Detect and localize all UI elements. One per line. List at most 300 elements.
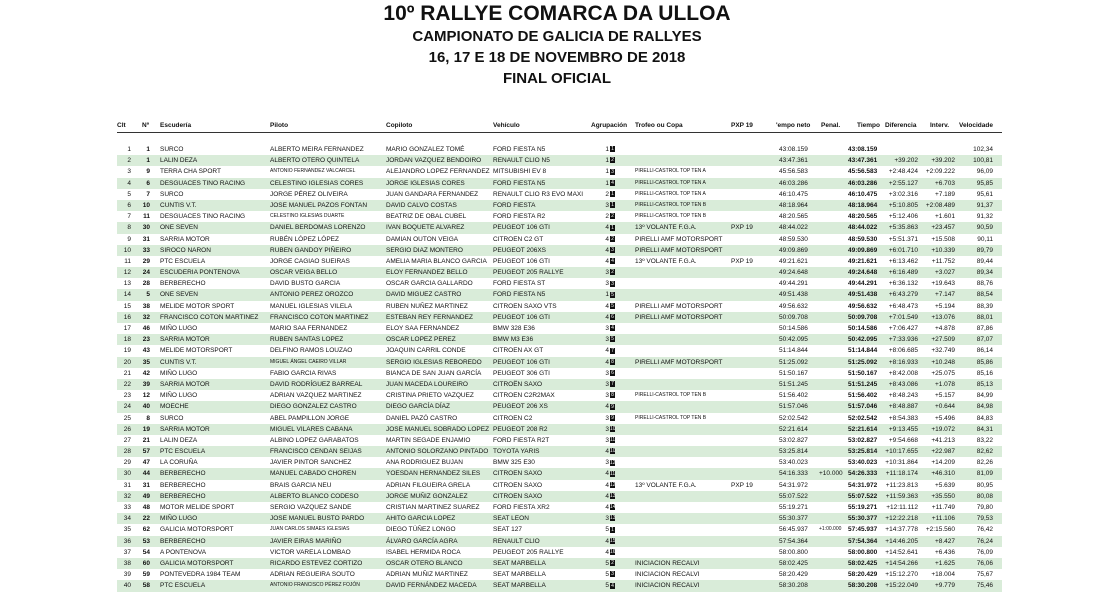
cell-clt: 3 [127,168,131,176]
cell-velocidad: 85,16 [976,369,993,377]
agrupacion-position: 2 [611,235,614,242]
cell-escuderia: SARRIA MOTOR [160,235,210,243]
cell-tiempo: 52:02.542 [848,414,878,422]
cell-no: 33 [142,246,150,254]
cell-vehiculo: RENAULT CLIO R3 EVO MAXI [493,190,584,198]
cell-vehiculo: FORD FIESTA N5 [493,179,546,187]
table-row [117,334,1002,345]
cell-piloto: CELESTINO IGLESIAS DUARTE [270,213,345,220]
cell-piloto: JAVIER PINTOR SANCHEZ [270,459,352,467]
cell-no: 35 [142,358,150,366]
cell-no: 1 [146,146,150,153]
cell-interv: +15.508 [931,235,955,243]
cell-vehiculo: CITROEN AX GT [493,347,544,355]
header-clt: Clt [117,122,126,129]
cell-velocidad: 95,85 [976,179,993,187]
cell-copiloto: SERGIO IGLESIAS REBOREDO [386,358,482,366]
table-row [117,390,1002,401]
cell-vehiculo: CITROEN SAXO VTS [493,302,557,310]
cell-interv: +11.106 [931,515,955,523]
cell-tiempo-neto: 51:51.245 [779,380,808,388]
cell-piloto: FABIO GARCIA RIVAS [270,369,337,377]
cell-escuderia: SURCO [160,190,184,198]
cell-diferencia: +9:13.455 [888,425,918,433]
cell-escuderia: BERBERECHO [160,470,206,478]
cell-tiempo-neto: 48:20.565 [779,213,808,221]
table-row [117,256,1002,267]
cell-copiloto: BIANCA DE SAN JUAN GARCÍA [386,369,482,377]
cell-agrupacion [603,289,623,300]
cell-velocidad: 87,07 [976,336,993,344]
cell-tiempo: 48:59.530 [848,235,878,243]
cell-agrupacion [603,547,623,558]
cell-agrupacion [603,178,623,189]
cell-tiempo-neto: 54:31.972 [779,481,808,489]
cell-agrupacion [603,368,623,379]
cell-agrupacion [603,301,623,312]
cell-tiempo: 50:14.586 [848,325,878,332]
cell-diferencia: +11:18.174 [885,470,918,478]
cell-diferencia: +8:16.933 [888,358,918,366]
cell-tiempo: 57:54.364 [848,537,878,545]
cell-interv: +2:08.489 [925,201,955,209]
agrupacion-group: 1 [605,157,609,165]
cell-clt: 12 [123,269,131,277]
cell-piloto: JOSE MANUEL PAZOS FONTAN [270,201,368,209]
cell-interv: +5.496 [934,414,955,422]
cell-escuderia: MIÑO LUGO [160,369,198,377]
cell-tiempo-neto: 54:16.333 [779,470,808,478]
cell-interv: +41.213 [931,436,955,444]
cell-no: 46 [142,325,150,332]
cell-copiloto: ELOY FERNANDEZ BELLO [386,269,468,277]
cell-diferencia: +3:02.316 [888,190,918,198]
cell-agrupacion [603,267,623,278]
cell-no: 10 [142,201,150,209]
cell-escuderia: DESGUACES TINO RACING [160,179,246,187]
cell-no: 58 [142,582,150,590]
cell-diferencia: +6:48.473 [888,302,918,310]
cell-interv: +9.779 [934,582,955,590]
cell-vehiculo: FORD FIESTA ST [493,280,546,288]
cell-interv: +2:09.222 [925,168,955,176]
cell-tiempo: 48:44.022 [848,224,878,232]
cell-escuderia: BERBERECHO [160,481,206,489]
cell-escuderia: PTC ESCUELA [160,582,206,590]
cell-escuderia: PONTEVEDRA 1984 TEAM [160,571,241,579]
cell-tiempo: 54:31.972 [848,481,878,489]
cell-agrupacion [603,468,623,479]
table-row [117,357,1002,368]
agrupacion-group: 5 [605,559,609,567]
agrupacion-position: 4 [611,258,614,265]
cell-piloto: DELFINO RAMOS LOUZAO [270,347,353,355]
cell-velocidad: 84,31 [976,425,993,433]
cell-piloto: ANTONIO PEREZ OROZCO [270,291,354,299]
cell-diferencia: +6:43.279 [888,291,918,299]
cell-no: 54 [142,548,150,556]
table-row [117,424,1002,435]
cell-escuderia: BERBERECHO [160,492,206,500]
agrupacion-group: 4 [605,257,609,265]
cell-velocidad: 80,95 [976,481,993,489]
cell-velocidad: 102,34 [973,146,993,153]
cell-piloto: ANTONIO FERNANDEZ VALCARCEL [270,168,356,175]
cell-interv: +23.457 [931,224,955,232]
cell-vehiculo: CITROEN C2 [493,414,533,422]
agrupacion-group: 2 [605,190,609,198]
agrupacion-group: 3 [605,436,609,444]
cell-clt: 31 [123,481,131,489]
cell-tiempo: 53:40.023 [848,459,878,467]
cell-penal: +10.000 [819,470,843,478]
cell-diferencia: +8:43.086 [888,380,918,388]
cell-tiempo: 58:20.429 [848,571,878,579]
agrupacion-position: 1 [611,224,614,231]
table-row [117,245,1002,256]
agrupacion-group: 3 [605,425,609,433]
cell-tiempo: 50:42.095 [848,336,878,344]
cell-no: 31 [142,235,150,243]
cell-copiloto: ISABEL HERMIDA ROCA [386,548,461,556]
cell-copiloto: DAVID CALVO COSTAS [386,201,457,209]
cell-tiempo: 49:51.438 [848,291,878,299]
cell-interv: +10.248 [931,358,955,366]
cell-vehiculo: PEUGEOT 106 GTI [493,313,550,321]
cell-copiloto: CRISTIAN MARTINEZ SUAREZ [386,504,480,511]
cell-no: 7 [146,190,150,198]
agrupacion-group: 4 [605,224,609,232]
table-row [117,234,1002,245]
cell-copiloto: ANTONIO SOLORZANO PINTADO [386,448,489,456]
agrupacion-position: 4 [611,582,614,589]
agrupacion-position: 12 [610,459,616,466]
cell-trofeo: PIRELLI-CASTROL TOP TEN B [635,392,707,399]
cell-velocidad: 88,76 [976,280,993,288]
cell-vehiculo: FORD FIESTA [493,201,536,209]
cell-vehiculo: SEAT MARBELLA [493,571,546,579]
cell-agrupacion [603,435,623,446]
table-row [117,278,1002,289]
cell-copiloto: AMELIA MARIA BLANCO GARCIA [386,257,487,265]
cell-copiloto: DIEGO TÚÑEZ LONGO [386,526,456,534]
cell-tiempo-neto: 50:14.586 [779,325,808,332]
agrupacion-position: 7 [611,347,614,354]
cell-tiempo: 51:56.402 [848,392,878,400]
agrupacion-position: 5 [611,336,614,343]
cell-vehiculo: PEUGEOT 106 GTI [493,358,550,366]
cell-tiempo-neto: 49:24.648 [779,269,808,277]
cell-agrupacion [603,513,623,524]
cell-copiloto: OSCAR GARCIA GALLARDO [386,280,473,288]
cell-no: 1 [146,157,150,165]
cell-diferencia: +5:12.406 [888,213,918,221]
cell-copiloto: JOSE MANUEL SOBRADO LOPEZ [386,425,490,433]
cell-escuderia: SURCO [160,146,184,153]
agrupacion-group: 4 [605,537,609,545]
cell-piloto: FRANCISCO COTON MARTINEZ [270,313,369,321]
cell-interv: +39.202 [931,157,955,165]
cell-pxp: PXP 19 [731,481,753,489]
cell-no: 28 [142,280,150,288]
cell-interv: +25.075 [931,369,955,377]
cell-escuderia: CUNTIS V.T. [160,358,197,366]
cell-interv: +11.749 [931,504,955,511]
agrupacion-group: 3 [605,515,609,523]
table-row [117,312,1002,323]
cell-clt: 28 [123,448,131,456]
cell-interv: +7.189 [934,190,955,198]
cell-vehiculo: TOYOTA YARIS [493,448,540,456]
cell-no: 19 [142,425,150,433]
cell-no: 30 [142,224,150,232]
cell-clt: 10 [123,246,131,254]
cell-agrupacion [603,536,623,547]
cell-diferencia: +8:48.243 [888,392,918,400]
cell-clt: 24 [123,403,131,411]
cell-interv: +13.076 [931,313,955,321]
header-diferencia: Diferencia [885,122,917,129]
cell-tiempo-neto: 50:42.095 [779,336,808,344]
cell-diferencia: +10:31.864 [885,459,918,467]
cell-vehiculo: FORD FIESTA R2 [493,213,546,221]
table-row [117,435,1002,446]
cell-no: 39 [142,380,150,388]
agrupacion-group: 1 [605,291,609,299]
cell-diferencia: +8:54.383 [888,414,918,422]
cell-piloto: ALBERTO BLANCO CODESO [270,492,359,500]
cell-interv: +32.749 [931,347,955,355]
cell-vehiculo: RENAULT CLIO N5 [493,157,550,165]
cell-velocidad: 82,62 [976,448,993,456]
table-row [117,211,1002,222]
cell-agrupacion [603,424,623,435]
agrupacion-group: 1 [605,146,609,153]
cell-diferencia: +12:22.218 [885,515,918,523]
cell-clt: 1 [127,146,131,153]
cell-interv: +1.078 [934,380,955,388]
cell-tiempo-neto: 52:21.614 [779,425,808,433]
cell-tiempo: 50:09.708 [848,313,878,321]
cell-escuderia: ESCUDERIA PONTENOVA [160,269,240,277]
cell-vehiculo: PEUGEOT 306 GTI [493,369,550,377]
table-row [117,480,1002,491]
cell-piloto: ABEL PAMPILLON JORGE [270,414,350,422]
cell-escuderia: CUNTIS V.T. [160,201,197,209]
cell-clt: 22 [123,380,131,388]
cell-clt: 35 [123,526,131,534]
cell-agrupacion [603,155,623,166]
cell-no: 31 [142,481,150,489]
cell-tiempo-neto: 48:18.964 [779,201,808,209]
cell-copiloto: DAVID MIGUEZ CASTRO [386,291,462,299]
agrupacion-position: 1 [611,526,614,533]
agrupacion-group: 3 [605,459,609,467]
cell-velocidad: 84,99 [976,392,993,400]
cell-tiempo: 55:07.522 [848,492,878,500]
cell-agrupacion [603,480,623,491]
cell-vehiculo: SEAT MARBELLA [493,559,546,567]
table-row [117,536,1002,547]
cell-agrupacion [603,413,623,424]
cell-clt: 33 [123,504,131,511]
rally-title: 10º RALLYE COMARCA DA ULLOA [383,2,731,25]
table-row [117,468,1002,479]
cell-tiempo-neto: 46:10.475 [779,190,808,198]
cell-vehiculo: FORD FIESTA R2T [493,436,550,444]
cell-clt: 20 [123,358,131,366]
cell-velocidad: 81,09 [976,470,993,478]
cell-tiempo-neto: 57:54.364 [779,537,808,545]
cell-agrupacion [603,524,623,535]
agrupacion-position: 1 [611,191,614,198]
cell-interv: +18.004 [931,571,955,579]
agrupacion-group: 2 [605,213,609,221]
header-interv: Interv. [930,122,950,129]
cell-clt: 16 [123,313,131,321]
cell-velocidad: 85,13 [976,380,993,388]
header-tiempo: Tiempo [857,122,880,129]
cell-no: 43 [142,347,150,355]
cell-tiempo-neto: 58:20.429 [779,571,808,579]
cell-copiloto: MARTIN SEGADE ENJAMIO [386,436,471,444]
cell-piloto: DIEGO GONZALEZ CASTRO [270,403,357,411]
header-tiempo-neto: 'empo neto [776,122,811,129]
header-no: Nº [142,122,150,129]
cell-copiloto: OSCAR LOPEZ PEREZ [386,336,456,344]
agrupacion-group: 3 [605,325,609,332]
cell-interv: +11.752 [931,257,955,265]
cell-vehiculo: CITROEN SAXO [493,492,543,500]
cell-copiloto: SERGIO DIAZ MONTERO [386,246,463,254]
cell-vehiculo: BMW 325 E30 [493,459,535,467]
cell-tiempo-neto: 58:02.425 [779,559,808,567]
agrupacion-position: 10 [610,448,616,455]
agrupacion-position: 8 [611,358,614,365]
header-trofeo: Trofeo ou Copa [635,122,683,129]
cell-velocidad: 89,79 [976,246,993,254]
cell-copiloto: DIEGO GARCÍA DÍAZ [386,403,450,411]
cell-no: 59 [142,571,150,579]
cell-tiempo-neto: 52:02.542 [779,414,808,422]
cell-velocidad: 91,37 [976,201,993,209]
cell-piloto: RUBÉN LÓPEZ LÓPEZ [270,235,339,243]
cell-velocidad: 100,81 [973,157,993,165]
cell-trofeo: PIRELLI AMF MOTORSPORT [635,246,723,254]
cell-agrupacion [603,457,623,468]
table-row [117,301,1002,312]
cell-tiempo-neto: 49:21.621 [779,257,808,265]
cell-interv: +22.987 [931,448,955,456]
cell-clt: 38 [123,559,131,567]
cell-escuderia: DESGUACES TINO RACING [160,213,246,221]
cell-escuderia: BERBERECHO [160,537,206,545]
cell-vehiculo: FORD FIESTA N5 [493,146,546,153]
cell-piloto: JAVIER EIRAS MARIÑO [270,537,342,545]
cell-diferencia: +15:22.049 [885,582,918,590]
cell-agrupacion [603,390,623,401]
cell-tiempo: 55:30.377 [848,515,878,523]
cell-tiempo: 43:47.361 [848,157,878,165]
championship-title: CAMPIONATO DE GALICIA DE RALLYES [412,28,702,45]
cell-velocidad: 88,01 [976,313,993,321]
agrupacion-group: 1 [605,179,609,187]
cell-agrupacion [603,357,623,368]
cell-velocidad: 79,53 [976,515,993,523]
table-row [117,379,1002,390]
table-row [117,457,1002,468]
cell-vehiculo: CITROEN SAXO [493,481,543,489]
cell-piloto: FRANCISCO CENDAN SEIJAS [270,448,362,456]
cell-copiloto: AHITO GARCIA LOPEZ [386,515,456,523]
cell-escuderia: PTC ESCUELA [160,448,206,456]
cell-piloto: BRAIS GARCIA NEU [270,481,332,489]
header-spacer [117,133,1002,144]
header-piloto: Piloto [270,122,289,129]
cell-tiempo-neto: 51:50.167 [779,369,808,377]
table-row [117,323,1002,334]
cell-tiempo: 48:18.964 [848,201,878,209]
agrupacion-position: 3 [611,246,614,253]
agrupacion-position: 4 [611,179,614,186]
cell-copiloto: MARIO GONZALEZ TOMÉ [386,146,465,153]
cell-piloto: JOSE MANUEL BUSTO PARDO [270,515,365,523]
cell-trofeo: PIRELLI AMF MOTORSPORT [635,313,723,321]
cell-clt: 4 [127,179,131,187]
cell-agrupacion [603,580,623,591]
cell-interv: +35.550 [931,492,955,500]
cell-diferencia: +7:33.936 [888,336,918,344]
cell-agrupacion [603,211,623,222]
cell-interv: +19.072 [931,425,955,433]
cell-tiempo-neto: 43:47.361 [779,157,808,165]
cell-tiempo-neto: 51:14.844 [779,347,808,355]
agrupacion-position: 1 [611,146,614,153]
cell-escuderia: MIÑO LUGO [160,515,198,523]
event-dates: 16, 17 E 18 DE NOVEMBRO DE 2018 [428,49,686,66]
cell-trofeo: PIRELLI-CASTROL TOP TEN A [635,190,706,197]
cell-diferencia: +8:42.008 [888,369,918,377]
cell-interv: +27.509 [931,336,955,344]
table-row [117,558,1002,569]
cell-velocidad: 82,26 [976,459,993,467]
agrupacion-group: 4 [605,492,609,500]
cell-vehiculo: BMW 328 E36 [493,325,535,332]
agrupacion-position: 12 [610,481,616,488]
cell-interv: +14.209 [931,459,955,467]
header-velocidad: Velocidade [959,122,993,129]
cell-vehiculo: FORD FIESTA N5 [493,291,546,299]
cell-trofeo: PIRELLI-CASTROL TOP TEN B [635,213,707,220]
cell-clt: 7 [127,213,131,221]
agrupacion-group: 5 [605,582,609,590]
cell-clt: 25 [123,414,131,422]
cell-diferencia: +5:10.805 [888,201,918,209]
cell-escuderia: ONE SEVEN [160,224,198,232]
cell-agrupacion [603,256,623,267]
agrupacion-group: 3 [605,201,609,209]
agrupacion-group: 4 [605,358,609,366]
cell-tiempo-neto: 58:30.208 [779,582,808,590]
cell-copiloto: ALEJANDRO LOPEZ FERNANDEZ [386,168,490,176]
cell-diferencia: +5:51.371 [888,235,918,243]
cell-piloto: ANTONIO FRANCISCO PÉREZ FOJÓN [270,582,360,589]
cell-trofeo: PIRELLI AMF MOTORSPORT [635,358,723,366]
agrupacion-position: 4 [611,325,614,332]
cell-diferencia: +11:23.813 [885,481,918,489]
cell-no: 8 [146,414,150,422]
cell-tiempo: 49:56.632 [848,302,878,310]
